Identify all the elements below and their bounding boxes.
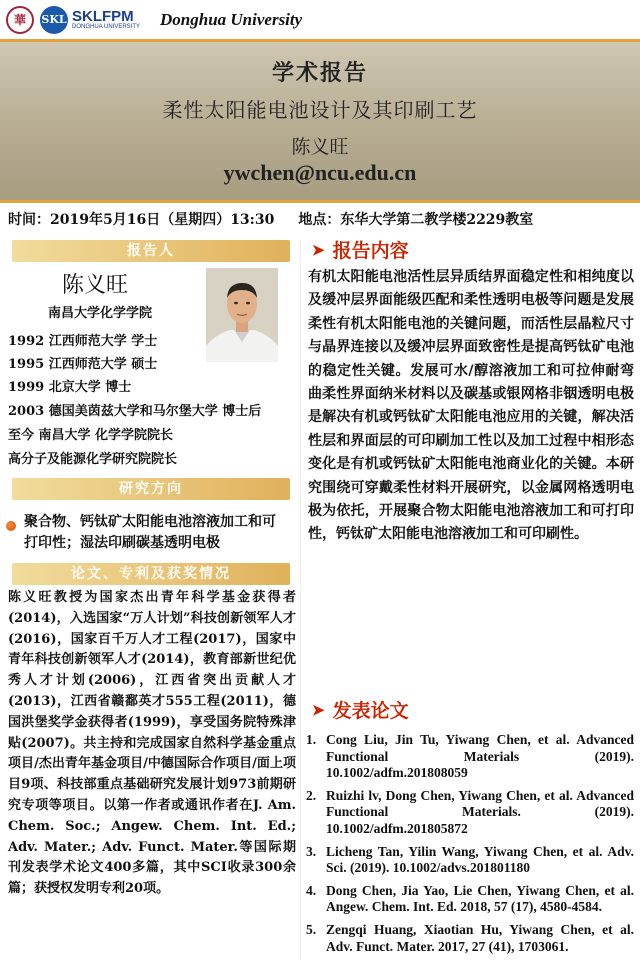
- publications-section-label: 发表论文: [332, 700, 409, 722]
- publication-list: [306, 732, 634, 960]
- publication-item: [306, 844, 634, 877]
- title-banner: [0, 42, 640, 200]
- cv-line: 1999 北京大学 博士: [8, 380, 132, 395]
- talk-title: 柔性太阳能电池设计及其印刷工艺: [162, 98, 478, 122]
- publication-item: [306, 788, 634, 838]
- bullet-dot-icon: [6, 521, 16, 531]
- lab-logo-text: [72, 9, 140, 30]
- publication-item: [306, 732, 634, 782]
- publication-text: Licheng Tan, Yilin Wang, Yiwang Chen, et al. Adv. Sci. (2019). 10.1002/advs.201801180: [326, 843, 634, 876]
- publication-item: [306, 922, 634, 955]
- lab-subtitle: DONGHUA UNIVERSITY: [72, 24, 141, 30]
- university-name: Donghua University: [160, 9, 303, 29]
- cv-line: 1995 江西师范大学 硕士: [8, 357, 158, 372]
- header-bar: [0, 0, 640, 42]
- awards-section-header: 论文、专利及获奖情况: [12, 563, 290, 585]
- publication-number: 2.: [306, 787, 317, 803]
- reporter-section-header: 报告人: [12, 240, 290, 262]
- content-section-header: [312, 236, 409, 263]
- publication-number: 3.: [306, 843, 317, 859]
- awards-text: 陈义旺教授为国家杰出青年科学基金获得者(2014)，入选国家“万人计划”科技创新领军人才(2016)，国家百千万人才工程(2017)，国家中青年科技创新领军人才(2014)，教育部新世纪优秀人才计划(2006)，江西省突出贡献人才(2013)，江西省赣鄱英才555工程(2011)，德国洪堡奖学金获得者(1999)，享受国务院特殊津贴(2007)。共主持和完成国家自然科学基金重点项目/杰出青年基金项目/中德国际合作项目/面上项目9项、科技部重点基础研究发展计划973前期研究专项等项目。以第一作者或通讯作者在J. Am. Chem. Soc.; Angew. Chem. Int. Ed.; Adv. Mater.; Adv. Funct. Mater.等国际期刊发表学术论文400多篇，其中SCI收录300余篇；获授权发明专利20项。: [8, 590, 296, 897]
- speaker-name: 陈义旺: [291, 136, 349, 158]
- chevron-right-icon: ➤: [312, 700, 325, 719]
- event-place: 地点：东华大学第二教学楼2229教室: [298, 211, 534, 228]
- publication-text: Dong Chen, Jia Yao, Lie Chen, Yiwang Chen, et al. Angew. Chem. Int. Ed. 2018, 57 (17), 4580-4584.: [326, 882, 634, 915]
- cv-line: 高分子及能源化学研究院院长: [8, 452, 178, 467]
- lab-logo-icon: SKL: [40, 6, 68, 34]
- publications-section-header: [312, 696, 409, 723]
- research-section-header: 研究方向: [12, 478, 290, 500]
- publication-text: Cong Liu, Jin Tu, Yiwang Chen, et al. Advanced Functional Materials (2019). 10.1002/adfm.201808059: [326, 732, 634, 781]
- content-section-label: 报告内容: [332, 240, 409, 262]
- university-seal-icon: 華: [6, 6, 34, 34]
- publication-number: 5.: [306, 921, 317, 937]
- publication-number: 1.: [306, 732, 317, 747]
- lab-name: SKLFPM: [72, 8, 134, 25]
- speaker-photo: [206, 268, 278, 362]
- content-text: 有机太阳能电池活性层异质结界面稳定性和相纯度以及缓冲层界面能级匹配和柔性透明电极等问题是发展柔性有机太阳能电池的关键问题，而活性层晶粒尺寸与晶界连接以及缓冲层界面致密性是提高钙钛矿电池的稳定性关键。发展可水/醇溶液加工和可拉伸耐弯曲柔性界面纳米材料以及碳基或银网格非铟透明电极是解决有机或钙钛矿太阳能电池应用的关键，解决活性层和界面层的可印刷加工性以及加工过程中相形态变化是有机或钙钛矿太阳能电池商业化的关键。本研究围绕可穿戴柔性材料开展研究，以金属网格透明电极为依托，开展聚合物太阳能电池溶液加工和可打印性，钙钛矿太阳能电池溶液加工和可印刷性。: [308, 269, 634, 543]
- publication-item: [306, 883, 634, 916]
- speaker-portrait-icon: [206, 268, 278, 362]
- chevron-right-icon: ➤: [312, 240, 325, 259]
- event-time: 时间：2019年5月16日（星期四）13:30: [8, 211, 275, 228]
- publication-number: 4.: [306, 882, 317, 898]
- research-text: 聚合物、钙钛矿太阳能电池溶液加工和可打印性；湿法印刷碳基透明电极: [24, 514, 276, 551]
- event-info: [0, 200, 640, 234]
- poster-title: 学术报告: [271, 60, 368, 86]
- reporter-school: 南昌大学化学学院: [48, 306, 153, 321]
- cv-line: 2003 德国美茵兹大学和马尔堡大学 博士后: [8, 404, 262, 419]
- speaker-email: ywchen@ncu.edu.cn: [223, 160, 417, 185]
- reporter-name: 陈义旺: [62, 273, 129, 298]
- cv-line: 1992 江西师范大学 学士: [8, 334, 158, 349]
- column-divider: [300, 240, 301, 960]
- cv-line: 至今 南昌大学 化学学院院长: [8, 428, 174, 443]
- publication-text: Zengqi Huang, Xiaotian Hu, Yiwang Chen, et al. Adv. Funct. Mater. 2017, 27 (41), 1703061.: [326, 921, 634, 954]
- publication-text: Ruizhi lv, Dong Chen, Yiwang Chen, et al. Advanced Functional Materials. (2019). 10.1002/adfm.201805872: [326, 787, 634, 836]
